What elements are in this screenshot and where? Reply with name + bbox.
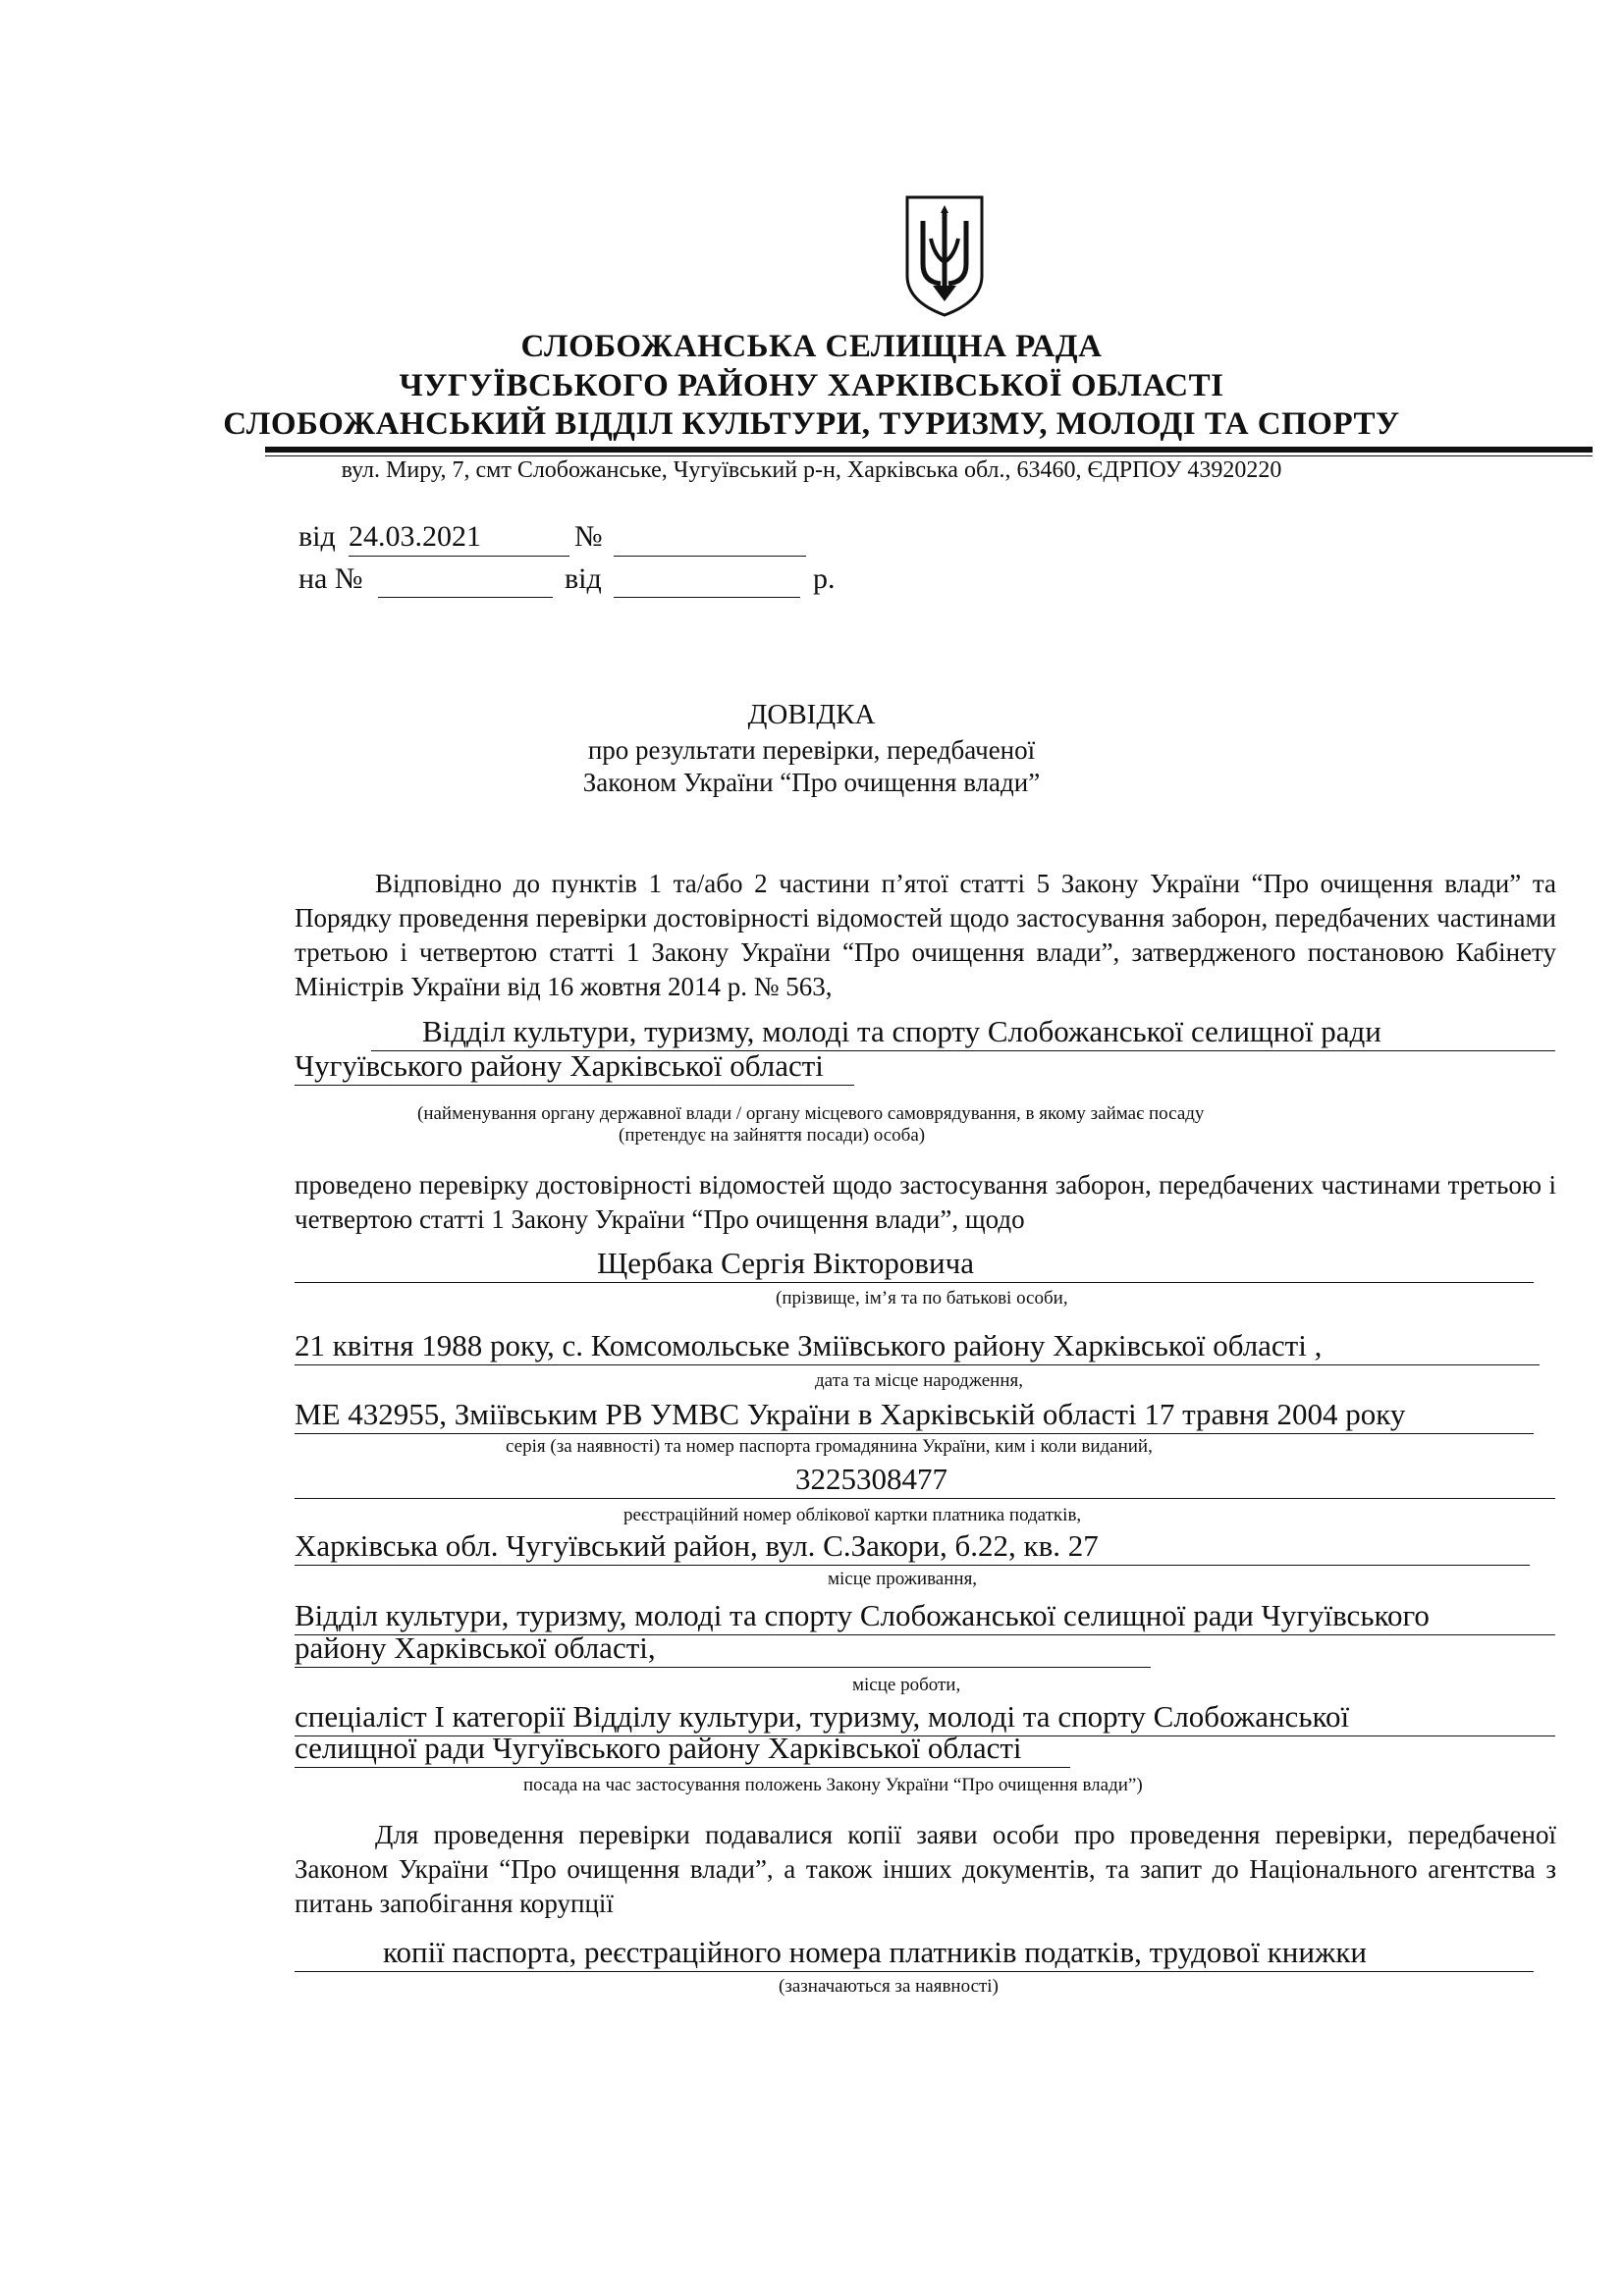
work-line2: району Харківської області, [295,1630,656,1665]
header-rule-thin [265,455,1593,456]
reg-reply-label: на № [298,562,363,595]
reg-reply-from-label: від [565,562,602,595]
work-caption: місце роботи, [852,1675,961,1695]
position-caption: посада на час застосування положень Закону України “Про очищення влади”) [523,1775,1143,1795]
header-department-name: СЛОБОЖАНСЬКИЙ ВІДДІЛ КУЛЬТУРИ, ТУРИЗМУ, МОЛОДІ ТА СПОРТУ [223,406,1400,442]
org-caption-1: (найменування органу державної влади / органу місцевого самоврядування, в якому займає посаду [417,1103,1205,1124]
tax-underline [295,1498,1555,1499]
org-underline-2 [295,1085,854,1086]
birth-underline [295,1364,1540,1365]
docs-caption: (зазначаються за наявності) [779,1976,999,1997]
trident-coat-of-arms-icon [901,191,988,319]
org-name-line2: Чугуївського району Харківської області [295,1048,824,1083]
residence-caption: місце проживання, [828,1569,978,1589]
work-line1: Відділ культури, туризму, молоді та спорту Слобожанської селищної ради Чугуївського [295,1598,1430,1632]
position-line2: селищної ради Чугуївського району Харківської області [295,1731,1022,1765]
work-underline-2 [295,1667,1151,1668]
reg-reply-number-blank [378,597,553,598]
position-line1: спеціаліст І категорії Відділу культури, туризму, молоді та спорту Слобожанської [295,1699,1350,1734]
residence-info: Харківська обл. Чугуївський район, вул. С.Закори, б.22, кв. 27 [295,1528,1099,1563]
position-underline-2 [295,1767,1070,1768]
reg-date-underline [349,556,569,557]
documents-paragraph: Для проведення перевірки подавалися копії заяви особи про проведення перевірки, передбаченої Законом України “Про очищення влади”, а також інших документів, та запит до Національного агентства з питань запобігання корупції [295,1820,1556,1918]
passport-underline [295,1433,1534,1434]
birth-info: 21 квітня 1988 року, с. Комсомольське Зміївського району Харківської області , [295,1328,1323,1362]
name-caption: (прізвище, ім’я та по батькові особи, [776,1288,1068,1308]
reg-from-label: від [298,520,336,553]
doc-title: ДОВІДКА [747,699,876,730]
docs-list: копії паспорта, реєстраційного номера платників податків, трудової книжки [383,1935,1368,1969]
passport-caption: серія (за наявності) та номер паспорта громадянина України, ким і коли виданий, [506,1436,1153,1457]
person-name: Щербака Сергія Вікторовича [597,1246,974,1280]
org-caption-2: (претендує на зайняття посади) особа) [619,1125,926,1146]
reg-reply-date-blank [614,597,800,598]
doc-subtitle-line1: про результати перевірки, передбаченої [587,735,1036,765]
reg-number-label: № [574,520,603,553]
header-address: вул. Миру, 7, смт Слобожанське, Чугуївський р-н, Харківська обл., 63460, ЄДРПОУ 43920220 [341,457,1282,483]
reg-date: 24.03.2021 [349,520,481,553]
check-paragraph: проведено перевірку достовірності відомостей щодо застосування заборон, передбачених частинами третьою і четвертою статті 1 Закону України “Про очищення влади”, щодо [295,1170,1556,1234]
header-rule-thick [265,447,1593,453]
header-council-name: СЛОБОЖАНСЬКА СЕЛИЩНА РАДА [520,329,1103,364]
header-district-name: ЧУГУЇВСЬКОГО РАЙОНУ ХАРКІВСЬКОЇ ОБЛАСТІ [399,368,1224,403]
reg-year-suffix: р. [813,562,836,595]
intro-paragraph: Відповідно до пунктів 1 та/або 2 частини п’ятої статті 5 Закону України “Про очищення влади” та Порядку проведення перевірки достовірності відомостей щодо застосування заборон, передбачених частинами третьою і четвертою статті 1 Закону України “Про очищення влади”, затвердженого постановою Кабінету Міністрів України від 16 жовтня 2014 р. № 563, [295,869,1556,1001]
residence-underline [295,1565,1530,1566]
passport-info: МЕ 432955, Зміївським РВ УМВС України в Харківській області 17 травня 2004 року [295,1397,1406,1431]
org-name-line1: Відділ культури, туризму, молоді та спорту Слобожанської селищної ради [422,1014,1381,1048]
reg-number-blank [614,556,806,557]
docs-underline [295,1971,1534,1972]
birth-caption: дата та місце народження, [815,1370,1023,1391]
doc-subtitle-line2: Законом України “Про очищення влади” [582,768,1041,797]
tax-number: 3225308477 [795,1462,947,1496]
name-underline [295,1282,1534,1283]
tax-caption: реєстраційний номер облікової картки платника податків, [623,1505,1082,1525]
